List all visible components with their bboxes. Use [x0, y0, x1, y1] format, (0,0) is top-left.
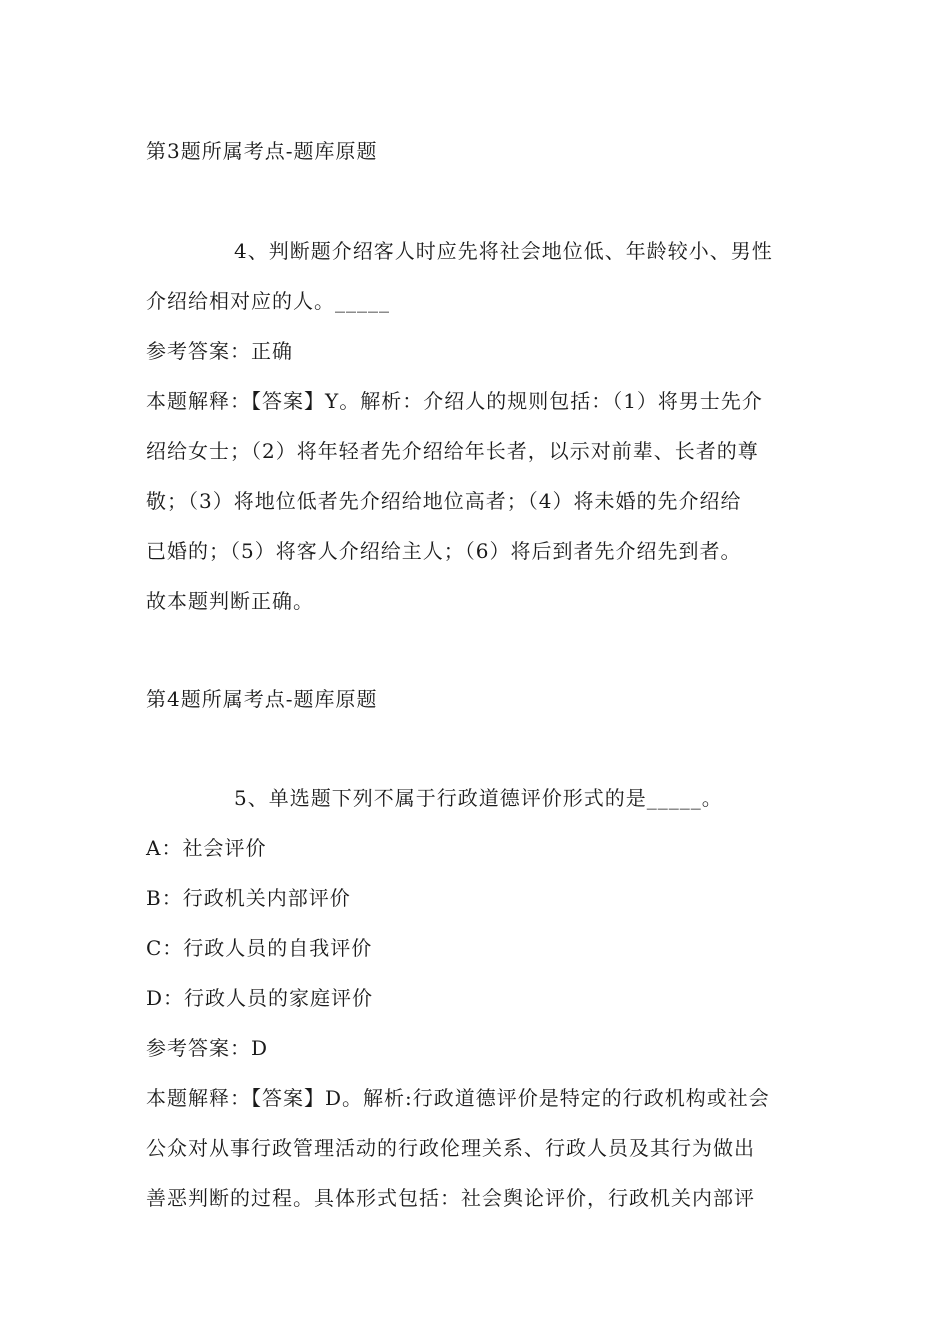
- q5-option-d: D：行政人员的家庭评价: [146, 986, 374, 1010]
- q4-explanation-line-4: 已婚的；（5）将客人介绍给主人；（6）将后到者先介绍先到者。: [146, 539, 742, 563]
- q5-explanation-line-2: 公众对从事行政管理活动的行政伦理关系、行政人员及其行为做出: [146, 1136, 755, 1160]
- q4-source-note: 第4题所属考点-题库原题: [146, 687, 378, 711]
- q5-explanation-line-1: 本题解释：【答案】D。解析:行政道德评价是特定的行政机构或社会: [146, 1086, 770, 1110]
- q4-stem-line-1: 4、判断题介绍客人时应先将社会地位低、年龄较小、男性: [234, 239, 773, 263]
- q5-option-c: C：行政人员的自我评价: [146, 936, 373, 960]
- q5-option-a: A：社会评价: [146, 836, 267, 860]
- q4-explanation-line-2: 绍给女士；（2）将年轻者先介绍给年长者，以示对前辈、长者的尊: [146, 439, 759, 463]
- q4-explanation-line-3: 敬；（3）将地位低者先介绍给地位高者；（4）将未婚的先介绍给: [146, 489, 742, 513]
- q5-stem: 5、单选题下列不属于行政道德评价形式的是_____。: [234, 786, 723, 810]
- q4-stem-line-2: 介绍给相对应的人。_____: [146, 289, 390, 313]
- q5-option-b: B：行政机关内部评价: [146, 886, 351, 910]
- q5-explanation-line-3: 善恶判断的过程。具体形式包括：社会舆论评价，行政机关内部评: [146, 1186, 755, 1210]
- q3-source-note: 第3题所属考点-题库原题: [146, 139, 378, 163]
- q4-explanation-line-1: 本题解释：【答案】Y。解析：介绍人的规则包括：（1）将男士先介: [146, 389, 763, 413]
- q4-explanation-line-5: 故本题判断正确。: [146, 589, 314, 613]
- q5-answer: 参考答案：D: [146, 1036, 269, 1060]
- q4-answer: 参考答案：正确: [146, 339, 293, 363]
